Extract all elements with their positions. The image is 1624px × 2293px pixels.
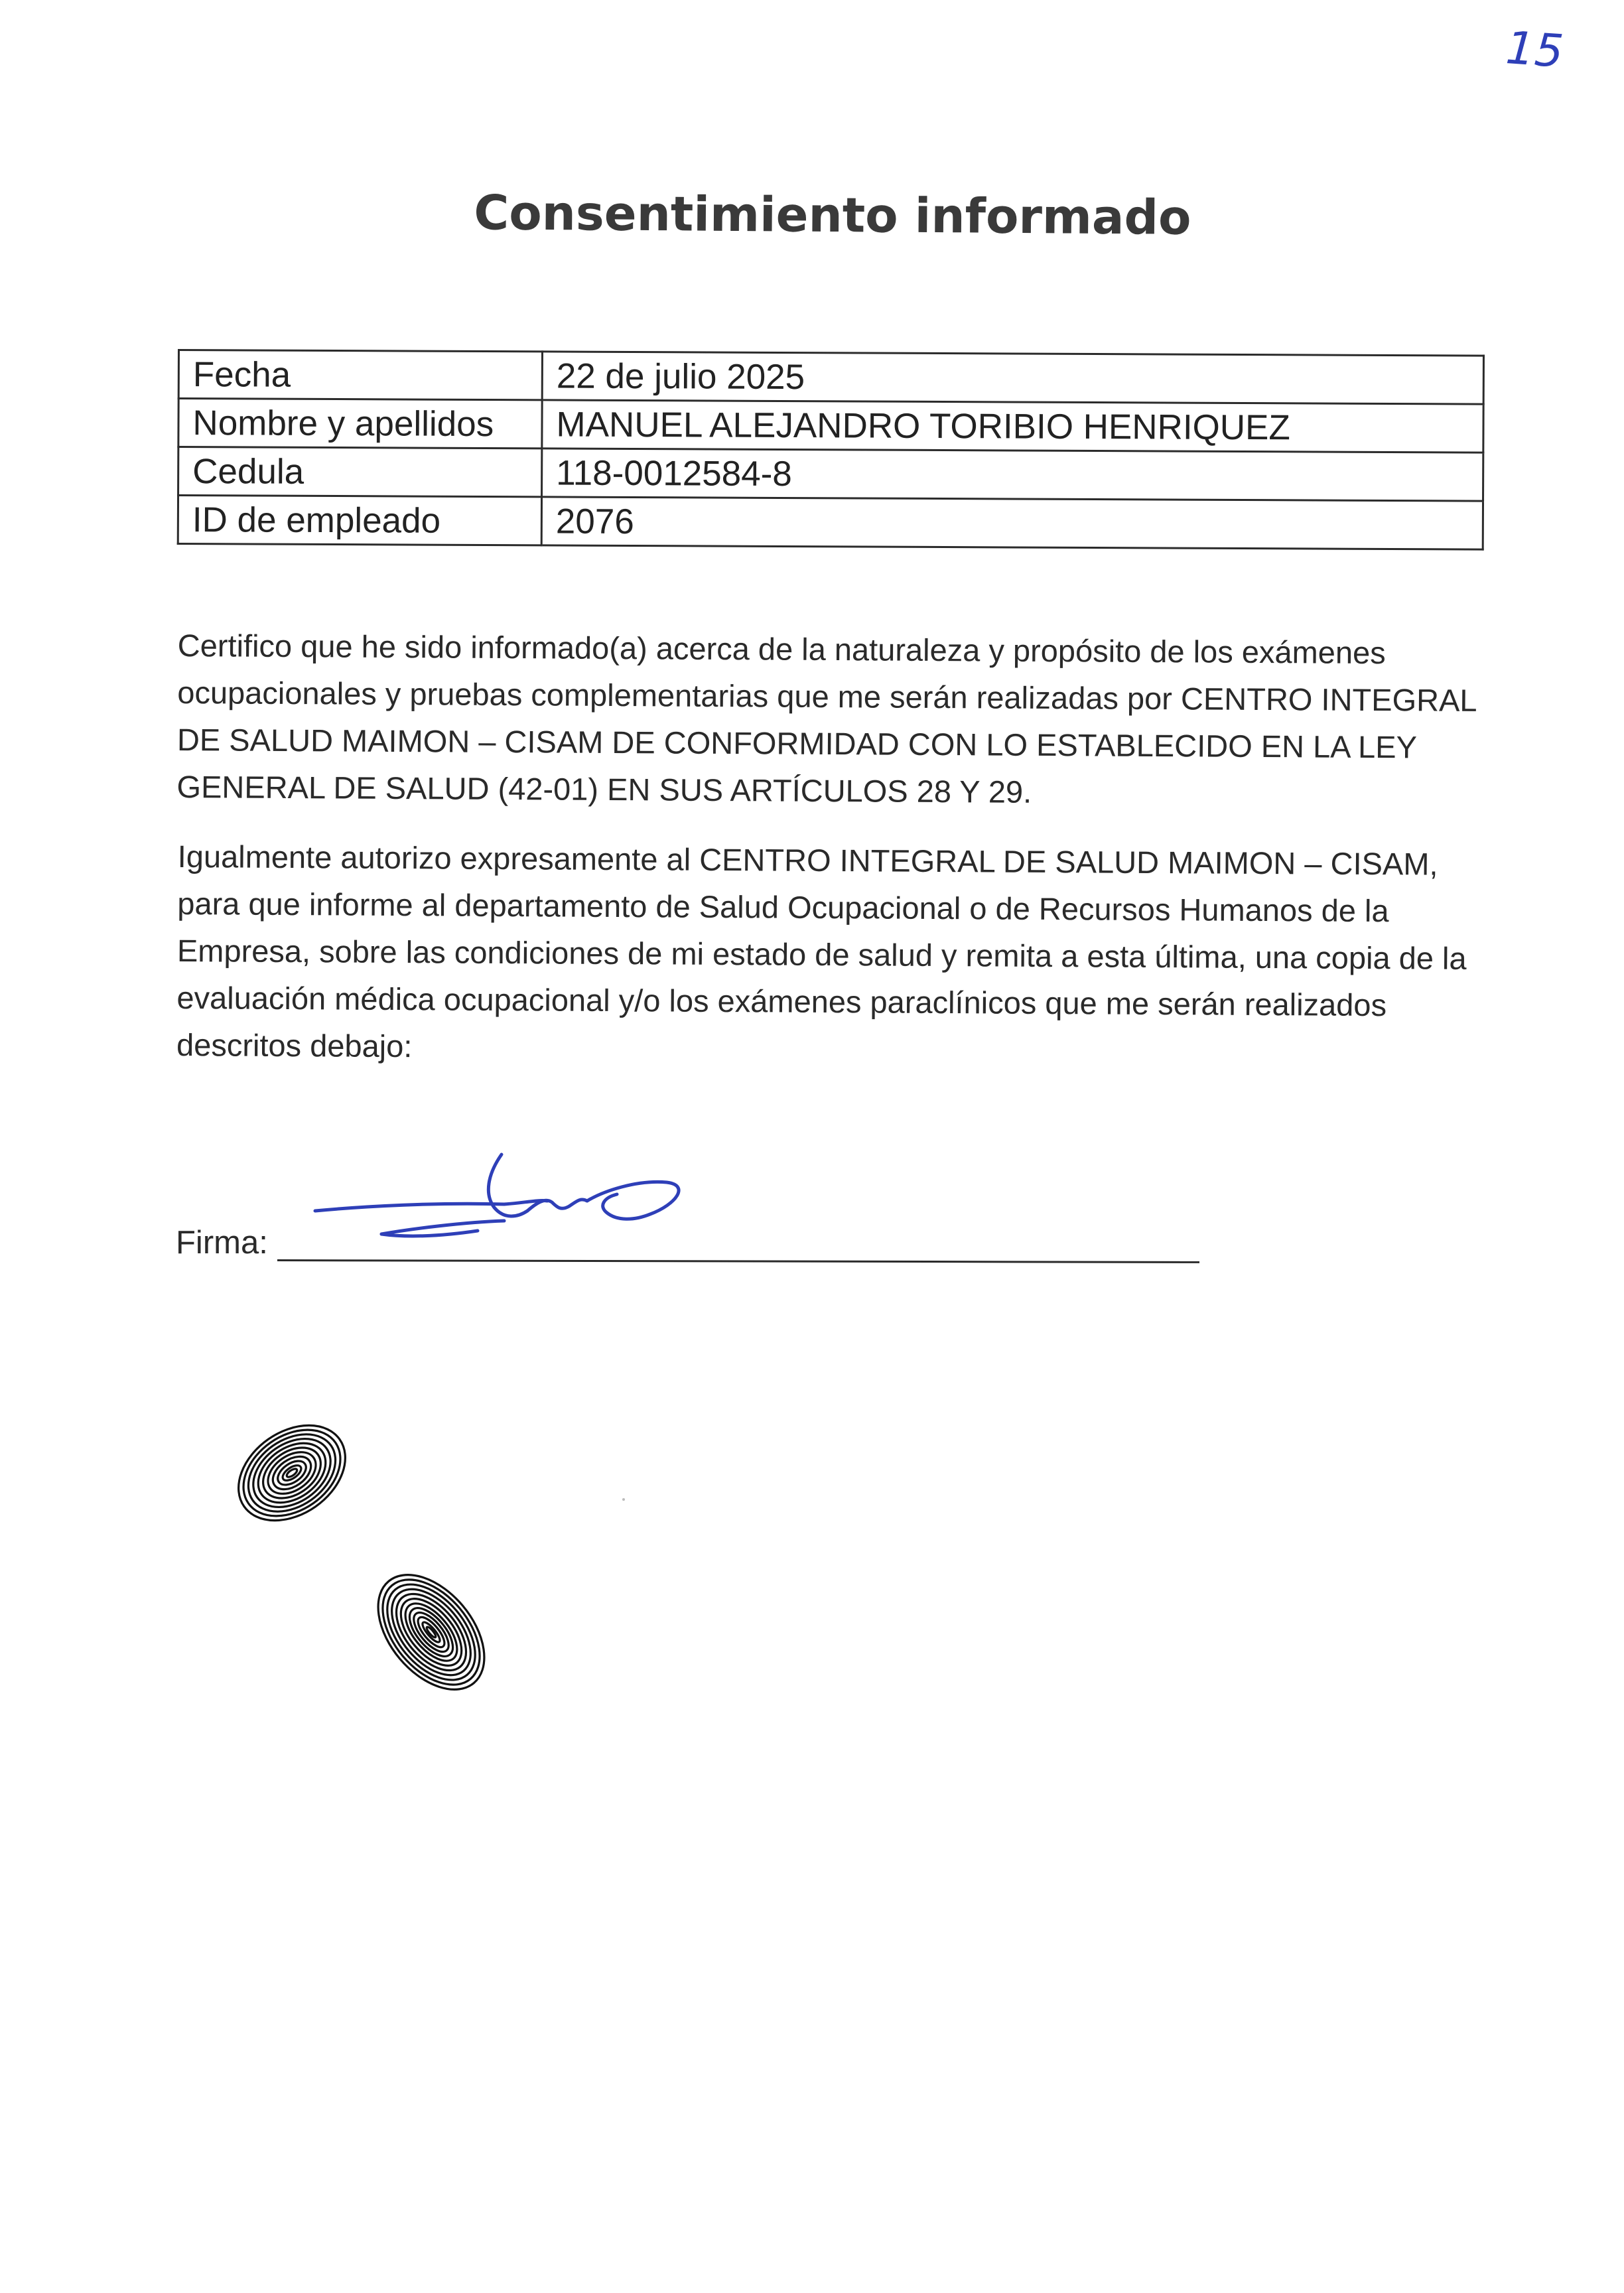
table-label-fecha: Fecha xyxy=(178,350,542,400)
fingerprint-1 xyxy=(212,1393,372,1553)
document-title: Consentimiento informado xyxy=(474,184,1191,245)
page-number: 15 xyxy=(1504,22,1566,78)
table-row xyxy=(178,399,1483,453)
table-label-nombre: Nombre y apellidos xyxy=(178,399,542,449)
table-row xyxy=(178,350,1483,405)
firma-label: Firma: xyxy=(176,1225,268,1261)
fingerprint-2 xyxy=(345,1546,517,1718)
handwritten-signature xyxy=(305,1128,716,1261)
consent-paragraph-1: Certifico que he sido informado(a) acerca de la naturaleza y propósito de los exámenes ocupacionales y pruebas complementarias que me serán realizadas por CENTRO INTEGRAL DE SALUD MAIMON – CISAM DE CONFORMIDAD CON LO ESTABLECIDO EN LA LEY GENERAL DE SALUD (42-01) EN SUS ARTÍCULOS 28 Y 29. xyxy=(176,627,1476,809)
table-value-nombre: MANUEL ALEJANDRO TORIBIO HENRIQUEZ xyxy=(542,400,1483,452)
table-label-id-empleado: ID de empleado xyxy=(178,496,541,545)
table-value-id-empleado: 2076 xyxy=(541,497,1483,549)
consent-paragraph-2: Igualmente autorizo expresamente al CENTRO INTEGRAL DE SALUD MAIMON – CISAM, para que informe al departamento de Salud Ocupacional o de Recursos Humanos de la Empresa, sobre las condiciones de mi estado de salud y remita a esta última, una copia de la evaluación médica ocupacional y/o los exámenes paraclínicos que me serán realizados descritos debajo: xyxy=(176,838,1467,1064)
signature-line xyxy=(277,1259,1199,1263)
info-table xyxy=(177,349,1485,551)
table-row xyxy=(178,496,1483,550)
table-row xyxy=(178,447,1483,502)
scan-speck xyxy=(622,1498,625,1501)
table-value-cedula: 118-0012584-8 xyxy=(542,449,1483,501)
table-value-fecha: 22 de julio 2025 xyxy=(542,352,1483,404)
table-label-cedula: Cedula xyxy=(178,447,542,497)
